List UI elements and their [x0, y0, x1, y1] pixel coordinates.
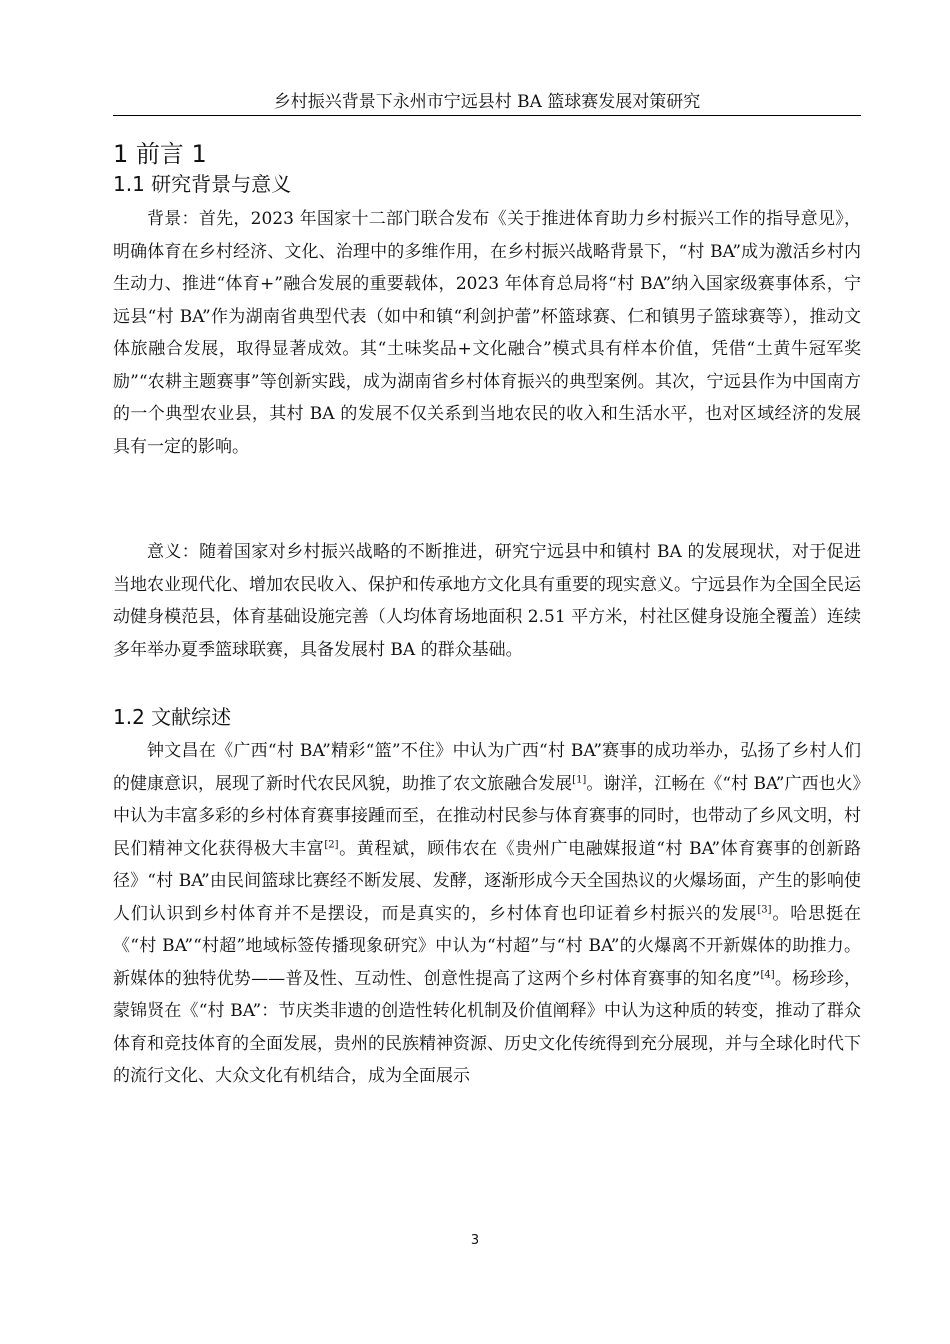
section-1-1-heading: 1.1 研究背景与意义 [113, 172, 292, 196]
section-1-heading: 1 前言 1 [113, 140, 207, 168]
review-text-2: 。谢洋，江畅在《“村 BA”广西也火》中认为丰富多彩的乡村体育赛事接踵而至，在推动村民参与体育赛事的同时，也带动了乡风文明，村民们精神文化获得极大丰富 [113, 773, 862, 859]
significance-paragraph: 意义：随着国家对乡村振兴战略的不断推进，研究宁远县中和镇村 BA 的发展现状，对于促进当地农业现代化、增加农民收入、保护和传承地方文化具有重要的现实意义。宁远县作为全国全民运动健身模范县，体育基础设施完善（人均体育场地面积 2.51 平方米，村社区健身设施全覆盖）连续多年举办夏季篮球联赛，具备发展村 BA 的群众基础。 [113, 542, 861, 660]
citation-ref-2: [2] [324, 838, 339, 850]
literature-review-paragraph [113, 735, 861, 1093]
review-text-3: 。黄程斌，顾伟农在《贵州广电融媒报道“村 BA”体育赛事的创新路径》“村 BA”由民间篮球比赛经不断发展、发酵，逐渐形成今天全国热议的火爆场面，产生的影响使人们认识到乡村体育并不是摆设，而是真实的，乡村体育也印证着乡村振兴的发展 [113, 838, 862, 924]
background-paragraph: 背景：首先，2023 年国家十二部门联合发布《关于推进体育助力乡村振兴工作的指导意见》，明确体育在乡村经济、文化、治理中的多维作用，在乡村振兴战略背景下，“村 BA”成为激活乡村内生动力、推进“体育+”融合发展的重要载体，2023 年体育总局将“村 BA”纳入国家级赛事体系，宁远县“村 BA”作为湖南省典型代表（如中和镇“利剑护蕾”杯篮球赛、仁和镇男子篮球赛等），推动文体旅融合发展，取得显著成效。其“土味奖品+文化融合”模式具有样本价值，凭借“土黄牛冠军奖励”“农耕主题赛事”等创新实践，成为湖南省乡村体育振兴的典型案例。其次，宁远县作为中国南方的一个典型农业县，其村 BA 的发展不仅关系到当地农民的收入和生活水平，也对区域经济的发展具有一定的影响。 [113, 209, 861, 457]
review-text-1: 钟文昌在《广西“村 BA”精彩“篮”不住》中认为广西“村 BA”赛事的成功举办，弘扬了乡村人们的健康意识，展现了新时代农民风貌，助推了农文旅融合发展 [113, 741, 861, 794]
running-header: 乡村振兴背景下永州市宁远县村 BA 篮球赛发展对策研究 [273, 92, 701, 112]
section-1-2-heading: 1.2 文献综述 [113, 705, 232, 729]
citation-ref-1: [1] [572, 773, 587, 785]
header-rule [113, 115, 861, 116]
page-number: 3 [470, 1233, 480, 1248]
citation-ref-3: [3] [757, 903, 772, 915]
review-text-5: 。杨珍珍，蒙锦贤在《“村 BA”：节庆类非遗的创造性转化机制及价值阐释》中认为这种质的转变，推动了群众体育和竞技体育的全面发展，贵州的民族精神资源、历史文化传统得到充分展现，并与全球化时代下的流行文化、大众文化有机结合，成为全面展示 [113, 968, 861, 1086]
review-text-4: 。哈思挺在《“村 BA”“村超”地域标签传播现象研究》中认为“村超”与“村 BA”的火爆离不开新媒体的助推力。新媒体的独特优势——普及性、互动性、创意性提高了这两个乡村体育赛事的知名度” [113, 903, 862, 989]
citation-ref-4: [4] [760, 968, 775, 980]
